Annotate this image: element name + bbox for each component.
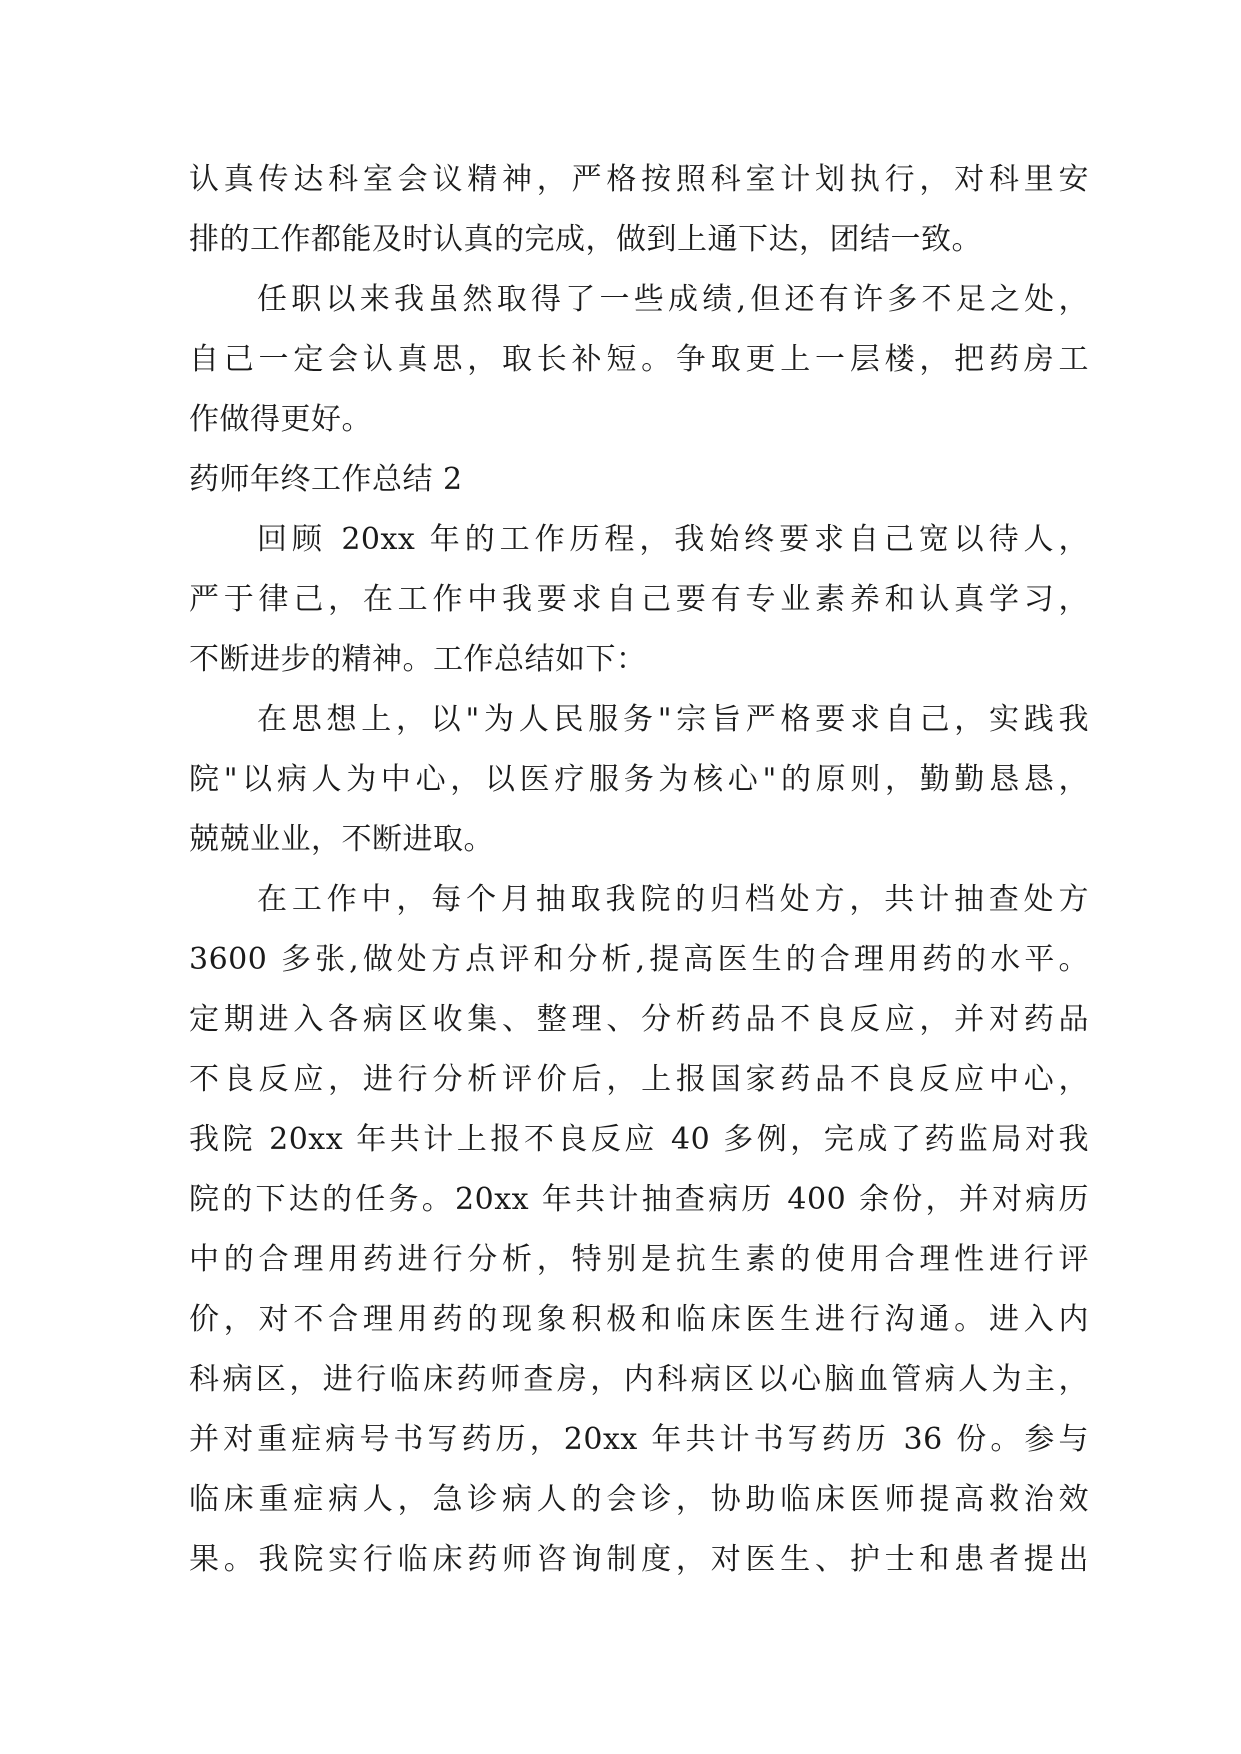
text-line: 在工作中，每个月抽取我院的归档处方，共计抽查处方 bbox=[257, 882, 1089, 917]
text-line: 不良反应，进行分析评价后，上报国家药品不良反应中心， bbox=[189, 1062, 1089, 1097]
text-line: 排的工作都能及时认真的完成，做到上通下达，团结一致。 bbox=[189, 222, 982, 257]
text-line: 在思想上，以"为人民服务"宗旨严格要求自己，实践我 bbox=[257, 702, 1089, 737]
text-line: 中的合理用药进行分析，特别是抗生素的使用合理性进行评 bbox=[189, 1242, 1089, 1277]
text-line: 定期进入各病区收集、整理、分析药品不良反应，并对药品 bbox=[189, 1002, 1089, 1037]
text-line: 临床重症病人，急诊病人的会诊，协助临床医师提高救治效 bbox=[189, 1482, 1089, 1517]
text-line: 3600 多张,做处方点评和分析,提高医生的合理用药的水平。 bbox=[189, 942, 1089, 977]
text-line: 我院 20xx 年共计上报不良反应 40 多例，完成了药监局对我 bbox=[189, 1122, 1089, 1157]
text-line: 院的下达的任务。20xx 年共计抽查病历 400 余份，并对病历 bbox=[189, 1182, 1089, 1217]
text-line: 严于律己，在工作中我要求自己要有专业素养和认真学习， bbox=[189, 582, 1089, 617]
text-line: 任职以来我虽然取得了一些成绩,但还有许多不足之处， bbox=[257, 282, 1089, 317]
text-line: 科病区，进行临床药师查房，内科病区以心脑血管病人为主， bbox=[189, 1362, 1089, 1397]
text-line: 回顾 20xx 年的工作历程，我始终要求自己宽以待人， bbox=[257, 522, 1089, 557]
text-line: 不断进步的精神。工作总结如下： bbox=[189, 642, 647, 677]
text-line: 自己一定会认真思，取长补短。争取更上一层楼，把药房工 bbox=[189, 342, 1089, 377]
text-line: 院"以病人为中心，以医疗服务为核心"的原则，勤勤恳恳， bbox=[189, 762, 1089, 797]
text-line: 作做得更好。 bbox=[189, 402, 372, 437]
document-body bbox=[189, 150, 1089, 1590]
section-heading: 药师年终工作总结 2 bbox=[189, 462, 463, 497]
text-line: 并对重症病号书写药历，20xx 年共计书写药历 36 份。参与 bbox=[189, 1422, 1089, 1457]
text-line: 果。我院实行临床药师咨询制度，对医生、护士和患者提出 bbox=[189, 1542, 1089, 1577]
text-line: 认真传达科室会议精神，严格按照科室计划执行，对科里安 bbox=[189, 162, 1089, 197]
text-line: 兢兢业业，不断进取。 bbox=[189, 822, 494, 857]
text-line: 价，对不合理用药的现象积极和临床医生进行沟通。进入内 bbox=[189, 1302, 1089, 1337]
